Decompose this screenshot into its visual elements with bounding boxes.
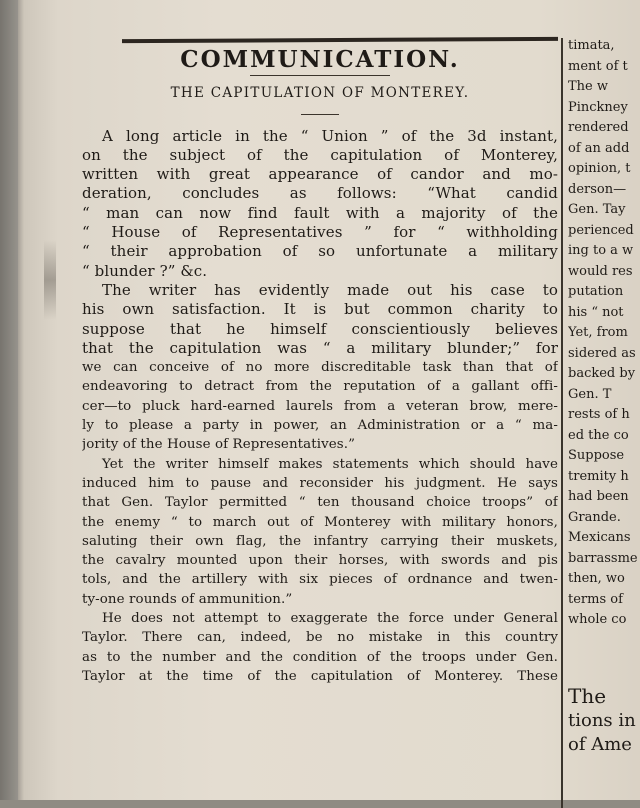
text-line: we can conceive of no more discreditable task than that of bbox=[82, 360, 558, 376]
adjacent-text-line: tions in bbox=[568, 709, 636, 731]
adjacent-text-line: rendered bbox=[568, 120, 629, 135]
text-line: A long article in the “ Union ” of the 3d instant, bbox=[102, 126, 558, 145]
text-line: “ man can now find fault with a majority of the bbox=[82, 203, 558, 222]
text-line: written with great appearance of candor and mo- bbox=[82, 165, 558, 184]
adjacent-text-line: rests of h bbox=[568, 407, 630, 422]
text-line: “ blunder ?” &c. bbox=[82, 261, 208, 280]
paragraph bbox=[82, 281, 558, 358]
adjacent-text-line: perienced bbox=[568, 222, 634, 238]
text-line: “ their approbation of so unfortunate a military bbox=[82, 242, 558, 261]
adjacent-text-line: derson— bbox=[568, 181, 627, 197]
adjacent-text-line: ed the co bbox=[568, 427, 629, 443]
text-line: the enemy “ to march out of Monterey with military honors, bbox=[82, 514, 558, 530]
text-line: endeavoring to detract from the reputation of a gallant offi- bbox=[82, 379, 558, 395]
adjacent-text-line: barrassme bbox=[568, 550, 638, 566]
adjacent-text-line: The w bbox=[568, 79, 608, 94]
text-line: on the subject of the capitulation of Monterey, bbox=[82, 145, 558, 164]
adjacent-text-line: ing to a w bbox=[568, 243, 634, 258]
adjacent-text-line: Gen. Tay bbox=[568, 202, 626, 217]
paragraph bbox=[82, 358, 558, 454]
text-line: that Gen. Taylor permitted “ ten thousand choice troops” of bbox=[82, 495, 558, 511]
adjacent-text-line: then, wo bbox=[568, 571, 625, 586]
column-divider bbox=[561, 38, 563, 808]
text-line: saluting their own flag, the infantry carrying their muskets, bbox=[82, 533, 558, 549]
text-line: deration, concludes as follows: “What candid bbox=[82, 184, 558, 203]
text-line: Taylor. There can, indeed, be no mistake in this country bbox=[82, 630, 558, 646]
text-line: the cavalry mounted upon their horses, with swords and pis bbox=[82, 553, 558, 569]
adjacent-column bbox=[568, 36, 640, 757]
adjacent-text-line: sidered as bbox=[568, 345, 636, 361]
article-heading: COMMUNICATION. bbox=[180, 46, 460, 73]
adjacent-text-line: of Ame bbox=[568, 733, 632, 755]
adjacent-text-line: terms of bbox=[568, 591, 623, 607]
adjacent-text-line: Mexicans bbox=[568, 530, 631, 545]
adjacent-text-line: ment of t bbox=[568, 58, 628, 74]
text-line: induced him to pause and reconsider his judgment. He says bbox=[82, 475, 558, 491]
text-line: “ House of Representatives ” for “ withholding bbox=[82, 223, 558, 242]
adjacent-text-line: had been bbox=[568, 489, 629, 504]
text-line: Yet the writer himself makes statements which should have bbox=[102, 456, 558, 472]
paragraph bbox=[82, 609, 558, 686]
text-line: ty-one rounds of ammunition.” bbox=[82, 591, 293, 607]
text-line: Taylor at the time of the capitulation of Monterey. These bbox=[82, 668, 558, 684]
heading-rule bbox=[250, 75, 390, 76]
adjacent-text-line: tremity h bbox=[568, 468, 629, 484]
subheading-rule bbox=[301, 114, 339, 115]
paragraph bbox=[82, 127, 558, 281]
text-line: He does not attempt to exaggerate the force under General bbox=[102, 611, 558, 627]
text-line: his own satisfaction. It is but common charity to bbox=[82, 300, 558, 319]
adjacent-text-line: putation bbox=[568, 284, 624, 299]
adjacent-text-line: backed by bbox=[568, 366, 636, 381]
adjacent-text-line: whole co bbox=[568, 612, 627, 627]
text-line: ly to please a party in power, an Administration or a “ ma- bbox=[82, 418, 558, 434]
text-line: cer—to pluck hard-earned laurels from a veteran brow, mere- bbox=[82, 398, 558, 414]
text-line: jority of the House of Representatives.” bbox=[82, 437, 356, 453]
adjacent-text-line: Pinckney bbox=[568, 99, 628, 115]
page-crease bbox=[44, 240, 56, 320]
paragraph bbox=[82, 455, 558, 609]
adjacent-text-line: opinion, t bbox=[568, 161, 631, 176]
text-line: tols, and the artillery with six pieces of ordnance and twen- bbox=[82, 572, 558, 588]
text-line: The writer has evidently made out his case to bbox=[102, 280, 558, 299]
text-line: as to the number and the condition of the troops under Gen. bbox=[82, 649, 558, 665]
adjacent-text-line: Suppose bbox=[568, 448, 625, 463]
adjacent-text-line: Yet, from bbox=[568, 325, 628, 340]
adjacent-text-line: his “ not bbox=[568, 304, 624, 320]
adjacent-text-line: would res bbox=[568, 263, 633, 279]
adjacent-text-line: Grande. bbox=[568, 509, 621, 525]
text-line: that the capitulation was “ a military blunder;” for bbox=[82, 338, 558, 357]
text-line: suppose that he himself conscientiously believes bbox=[82, 319, 558, 338]
adjacent-text-line: timata, bbox=[568, 38, 615, 53]
adjacent-text-line: Gen. T bbox=[568, 386, 612, 402]
page-edge bbox=[18, 0, 24, 800]
adjacent-text-line: of an add bbox=[568, 140, 630, 156]
main-column bbox=[82, 46, 558, 686]
adjacent-text-line: The bbox=[568, 683, 607, 708]
article-subheading: THE CAPITULATION OF MONTEREY. bbox=[170, 85, 470, 102]
